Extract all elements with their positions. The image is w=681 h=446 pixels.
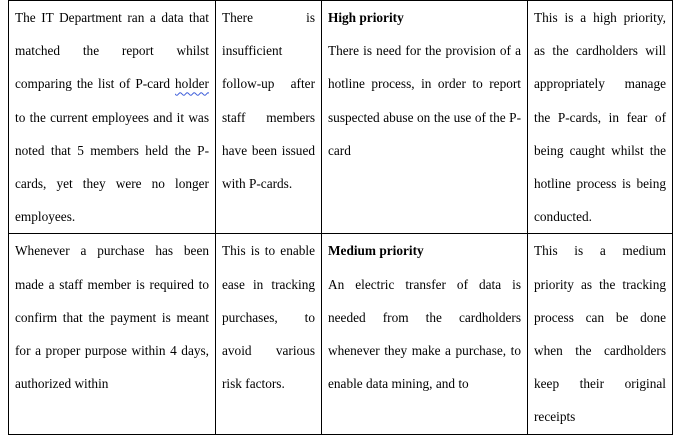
finding-text-prefix: The IT Department ran a data that matched the report whilst comparing the list of P-card — [15, 10, 209, 92]
recommendation-text: An electric transfer of data is needed from the cardholders whenever they make a purchase, to enable data mining, and to — [328, 276, 521, 392]
audit-findings-table — [8, 0, 673, 435]
justification-text: This is a medium priority as the tracking process can be done when the cardholders keep their original receipts — [534, 243, 666, 425]
table-row — [9, 234, 673, 434]
finding-text: Whenever a purchase has been made a staff member is required to confirm that the payment is meant for a proper purpose within 4 days, authorized within — [15, 243, 209, 392]
priority-title: High priority — [328, 10, 404, 25]
issue-text: This is to enable ease in tracking purchases, to avoid various risk factors. — [222, 243, 315, 392]
recommendation-cell[interactable] — [322, 1, 528, 234]
finding-cell[interactable] — [9, 234, 216, 434]
spellcheck-flagged-word[interactable]: holder — [175, 76, 209, 92]
issue-cell[interactable] — [216, 1, 322, 234]
justification-cell[interactable] — [528, 234, 673, 434]
justification-text: This is a high priority, as the cardholders will appropriately manage the P-cards, in fear of being caught whilst the hotline process is being conducted. — [534, 10, 666, 225]
finding-text-suffix: to the current employees and it was noted that 5 members held the P-cards, yet they were no longer employees. — [15, 109, 209, 225]
recommendation-text: There is need for the provision of a hotline process, in order to report suspected abuse on the use of the P-card — [328, 43, 521, 158]
recommendation-cell[interactable] — [322, 234, 528, 434]
justification-cell[interactable] — [528, 1, 673, 234]
finding-cell[interactable] — [9, 1, 216, 234]
issue-text: There is insufficient follow-up after staff members have been issued with P-cards. — [222, 10, 315, 192]
priority-title: Medium priority — [328, 243, 424, 259]
issue-cell[interactable] — [216, 234, 322, 434]
table-row — [9, 1, 673, 234]
